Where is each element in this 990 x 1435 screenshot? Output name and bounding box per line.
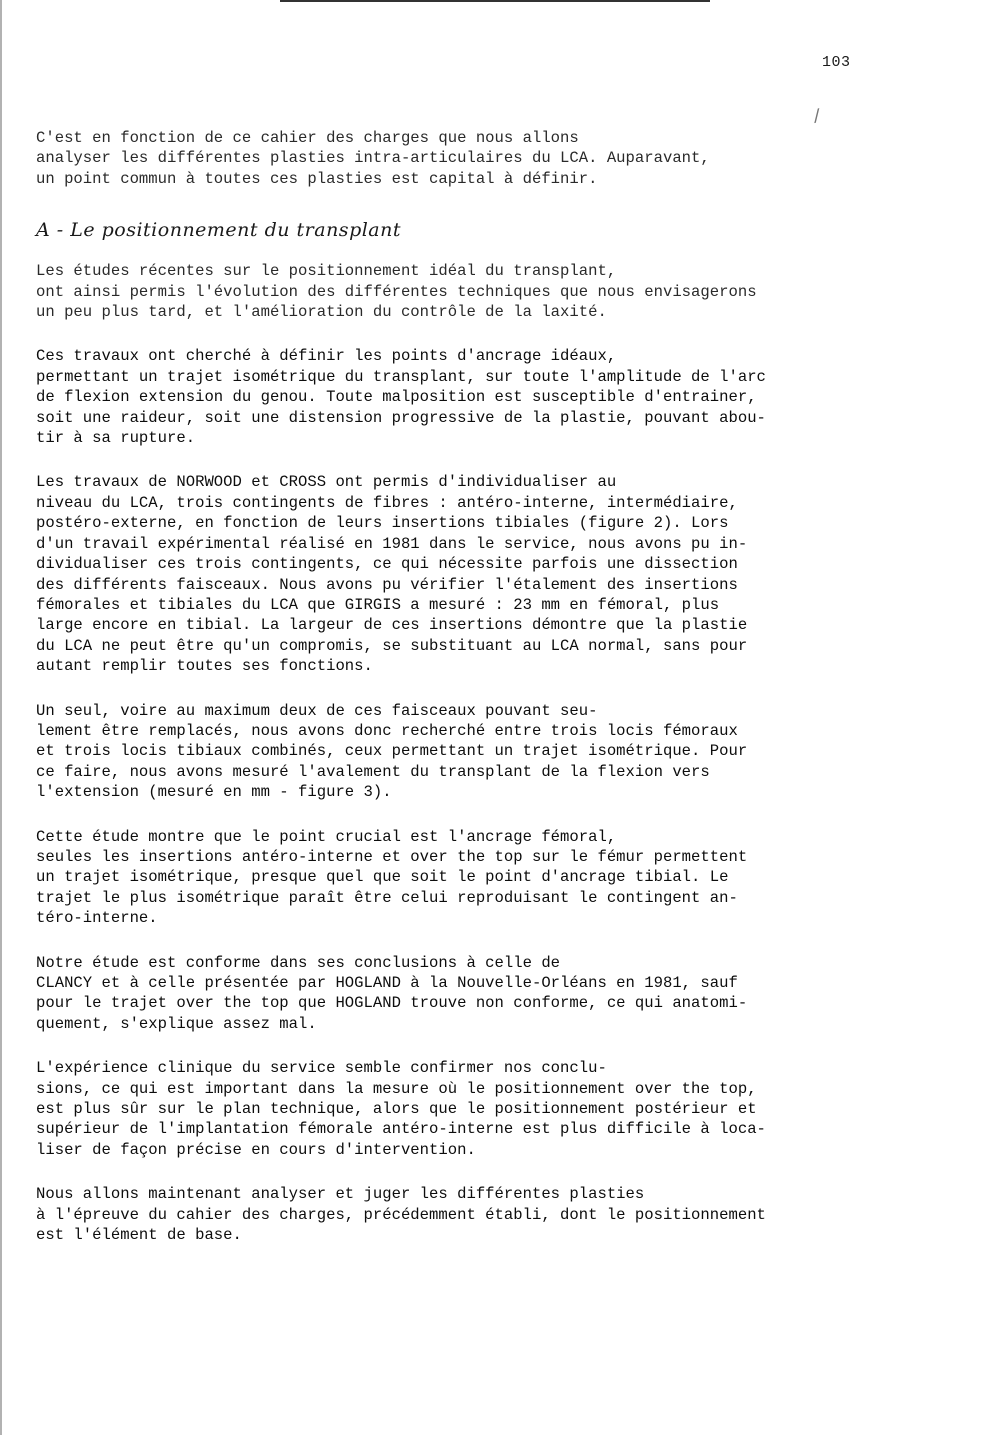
paragraph-anchor-points: Ces travaux ont cherché à définir les points d'ancrage idéaux, permettant un trajet isométrique du transplant, sur toute l'amplitude de l'arc de flexion extension du genou. Toute malposition est susceptible d'entrainer, soit une raideur, soit une distension progressive de la plastie, pouvant abou- tir à sa rupture. (36, 347, 766, 448)
page-number: 103 (822, 54, 851, 71)
section-heading: A - Le positionnement du transplant (36, 219, 402, 242)
left-margin-rule (0, 0, 2, 1435)
paragraph-isometric-search: Un seul, voire au maximum deux de ces faisceaux pouvant seu- lement être remplacés, nous avons donc recherché entre trois locis fémoraux et trois locis tibiaux combinés, ceux permettant un trajet isométrique. Pour ce faire, nous avons mesuré l'avalement du transplant de la flexion vers l'extension (mesuré en mm - figure 3). (36, 701, 748, 802)
paragraph-norwood-cross: Les travaux de NORWOOD et CROSS ont permis d'individualiser au niveau du LCA, trois contingents de fibres : antéro-interne, intermédiaire, postéro-externe, en fonction de leurs insertions tibiales (figure 2). Lors d'un travail expérimental réalisé en 1981 dans le service, nous avons pu in- dividualiser ces trois contingents, ce qui nécessite parfois une dissection des différents faisceaux. Nous avons pu vérifier l'étalement des insertions fémorales et tibiales du LCA que GIRGIS a mesuré : 23 mm en fémoral, plus large encore en tibial. La largeur de ces insertions démontre que la plastie du LCA ne peut être qu'un compromis, se substituant au LCA normal, sans pour autant remplir toutes ses fonctions. (36, 473, 748, 676)
document-body (36, 128, 876, 1269)
paragraph-intro: C'est en fonction de ce cahier des charges que nous allons analyser les différentes plasties intra-articulaires du LCA. Auparavant, un point commun à toutes ces plasties est capital à définir. (36, 129, 710, 188)
paragraph-studies: Les études récentes sur le positionnement idéal du transplant, ont ainsi permis l'évolution des différentes techniques que nous envisagerons un peu plus tard, et l'amélioration du contrôle de la laxité. (36, 262, 757, 322)
paragraph-conclusion: Nous allons maintenant analyser et juger les différentes plasties à l'épreuve du cahier des charges, précédemment établi, dont le positionnement est l'élément de base. (36, 1185, 766, 1245)
top-rule (280, 0, 710, 2)
stray-pen-mark: / (809, 106, 826, 130)
paragraph-clancy-hogland: Notre étude est conforme dans ses conclusions à celle de CLANCY et à celle présentée par HOGLAND à la Nouvelle-Orléans en 1981, sauf pour le trajet over the top que HOGLAND trouve non conforme, ce qui anatomi- quement, s'explique assez mal. (36, 953, 748, 1033)
paragraph-femoral-anchor: Cette étude montre que le point crucial est l'ancrage fémoral, seules les insertions antéro-interne et over the top sur le fémur permettent un trajet isométrique, presque quel que soit le point d'ancrage tibial. Le trajet le plus isométrique paraît être celui reproduisant le contingent an- téro-interne. (36, 827, 748, 928)
paragraph-clinical-experience: L'expérience clinique du service semble confirmer nos conclu- sions, ce qui est important dans la mesure où le positionnement over the top, est plus sûr sur le plan technique, alors que le positionnement postérieur et supérieur de l'implantation fémorale antéro-interne est plus difficile à loca- liser de façon précise en cours d'intervention. (36, 1059, 766, 1159)
